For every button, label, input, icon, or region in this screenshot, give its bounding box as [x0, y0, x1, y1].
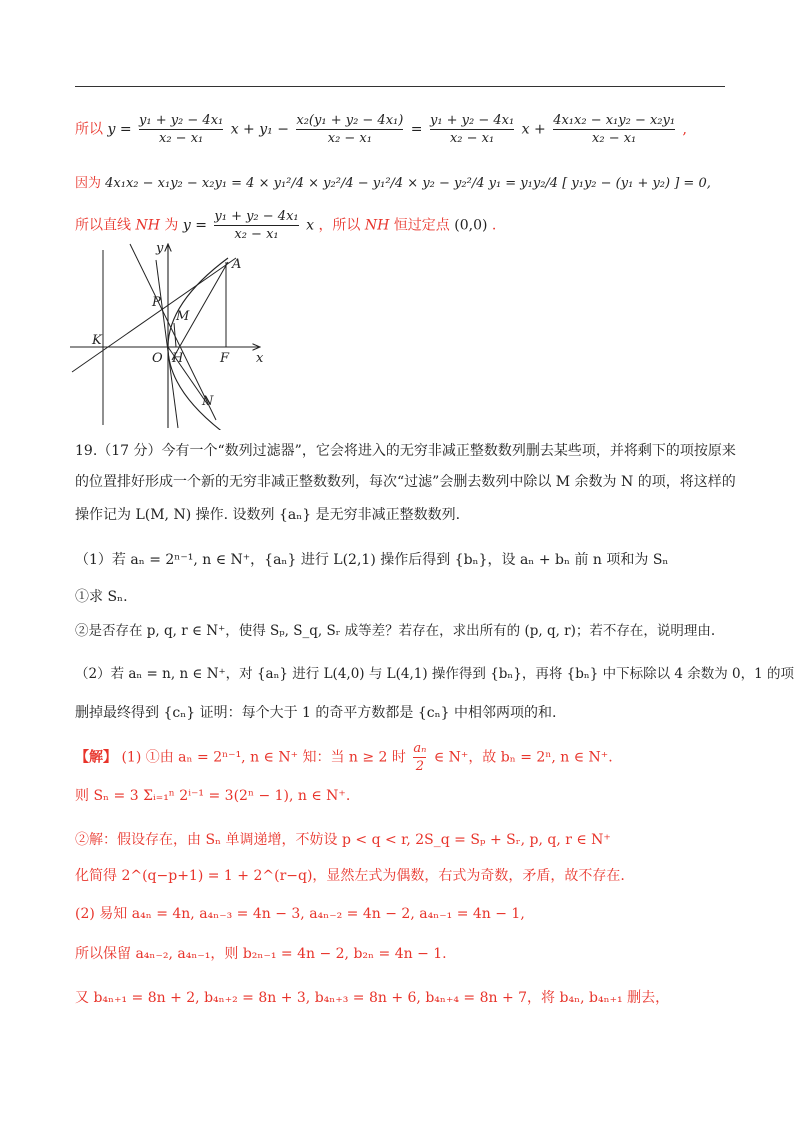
fraction: $\frac{\text{x₂(y₁ + y₂ − 4x₁)}}{\text{x₂ − x₁}}$ [296, 113, 404, 146]
question-1: （1）若 aₙ = 2ⁿ⁻¹, n ∈ N⁺，{aₙ} 进行 L(2,1) 操作后得到 {bₙ}，设 aₙ + bₙ 前 n 项和为 Sₙ [75, 552, 669, 568]
solution-19-line-4: 化简得 2^(q−p+1) = 1 + 2^(r−q)，显然左式为偶数，右式为奇数，矛盾，故不存在. [75, 868, 625, 884]
label-M: M [176, 309, 190, 324]
solution-19-line-1: 【解】 (1) ①由 aₙ = 2ⁿ⁻¹, n ∈ N⁺ 知：当 n ≥ 2 时 $\frac{\text{aₙ}}{2}$ ∈ N⁺，故 bₙ = 2ⁿ, n ∈ N⁺. [75, 741, 613, 774]
solution-19-line-2: 则 Sₙ = 3 Σᵢ₌₁ⁿ 2ⁱ⁻¹ = 3(2ⁿ − 1), n ∈ N⁺. [75, 788, 351, 804]
label-x: x [256, 351, 264, 366]
problem-19-line-2: 的位置排好形成一个新的无穷非减正整数数列，每次“过滤”会删去数列中除以 M 余数为 N 的项，将这样的 [75, 474, 736, 490]
label-N: N [202, 394, 214, 409]
solution-19-line-3: ②解：假设存在，由 Sₙ 单调递增，不妨设 p < q < r, 2S_q = Sₚ + Sᵣ, p, q, r ∈ N⁺ [75, 832, 611, 848]
fraction: $\frac{\text{4x₁x₂ − x₁y₂ − x₂y₁}}{\text{x₂ − x₁}}$ [553, 113, 676, 146]
solution-line-2: 因为 4x₁x₂ − x₁y₂ − x₂y₁ = 4 × y₁²/4 × y₂²/4 − y₁²/4 × y₂ − y₂²/4 y₁ = y₁y₂/4 [ y₁y₂ − (y₁ + y₂) ] = 0, [75, 176, 711, 191]
label-O: O [152, 351, 163, 366]
solution-19-line-7: 又 b₄ₙ₊₁ = 8n + 2, b₄ₙ₊₂ = 8n + 3, b₄ₙ₊₃ = 8n + 6, b₄ₙ₊₄ = 8n + 7，将 b₄ₙ, b₄ₙ₊₁ 删去， [75, 990, 670, 1006]
solution-19-line-5: (2) 易知 a₄ₙ = 4n, a₄ₙ₋₃ = 4n − 3, a₄ₙ₋₂ = 4n − 2, a₄ₙ₋₁ = 4n − 1, [75, 906, 525, 922]
problem-19-line-3: 操作记为 L(M, N) 操作. 设数列 {aₙ} 是无穷非减正整数数列. [75, 507, 461, 523]
parabola-curve [168, 258, 228, 430]
label-H: H [172, 351, 184, 366]
label-y: y [156, 241, 164, 256]
solution-line-3: 所以直线 NH 为 y = $\frac{\text{y₁ + y₂ − 4x₁}}{\text{x₂ − x₁}}$ x ，所以 NH 恒过定点 (0,0) . [75, 209, 497, 242]
question-2b: 删掉最终得到 {cₙ} 证明：每个大于 1 的奇平方数都是 {cₙ} 中相邻两项的和. [75, 705, 557, 721]
fraction: $\frac{\text{y₁ + y₂ − 4x₁}}{\text{x₂ − x₁}}$ [429, 113, 515, 146]
label-P: P [152, 295, 161, 310]
problem-19-line-1: 19.（17 分）今有一个“数列过滤器”，它会将进入的无穷非减正整数数列删去某些项，并将剩下的项按原来 [75, 443, 736, 459]
label-F: F [220, 351, 230, 366]
fraction: $\frac{\text{aₙ}}{2}$ [413, 741, 427, 774]
question-2a: （2）若 aₙ = n, n ∈ N⁺，对 {aₙ} 进行 L(4,0) 与 L(4,1) 操作得到 {bₙ}，再将 {bₙ} 中下标除以 4 余数为 0，1 的项 [75, 666, 795, 682]
question-1a: ①求 Sₙ. [75, 589, 128, 605]
solution-line-1: 所以 y = $\frac{\text{y₁ + y₂ − 4x₁}}{\text{x₂ − x₁}}$ x + y₁ − $\frac{\text{x₂(y₁ + y₂ − 4x₁)}}{\text{x₂ − x₁}}$ = $\frac{\text{y₁ + y₂ − 4x₁}}{\text{x₂ − x₁}}$ x + $\frac{\text{4x₁x₂ − x₁y₂ − x₂y₁}}{\text{x₂ − x₁}}$ , [75, 113, 687, 146]
fraction: $\frac{\text{y₁ + y₂ − 4x₁}}{\text{x₂ − x₁}}$ [139, 113, 224, 146]
parabola-figure [68, 240, 278, 430]
question-1b: ②是否存在 p, q, r ∈ N⁺，使得 Sₚ, S_q, Sᵣ 成等差？若存在，求出所有的 (p, q, r)；若不存在，说明理由. [75, 623, 716, 639]
solution-19-line-6: 所以保留 a₄ₙ₋₂, a₄ₙ₋₁，则 b₂ₙ₋₁ = 4n − 2, b₂ₙ = 4n − 1. [75, 946, 447, 962]
line-PN [156, 260, 178, 428]
label-K: K [92, 333, 102, 348]
fraction: $\frac{\text{y₁ + y₂ − 4x₁}}{\text{x₂ − x₁}}$ [214, 209, 299, 242]
header-rule [75, 86, 725, 87]
label-A: A [232, 257, 242, 272]
